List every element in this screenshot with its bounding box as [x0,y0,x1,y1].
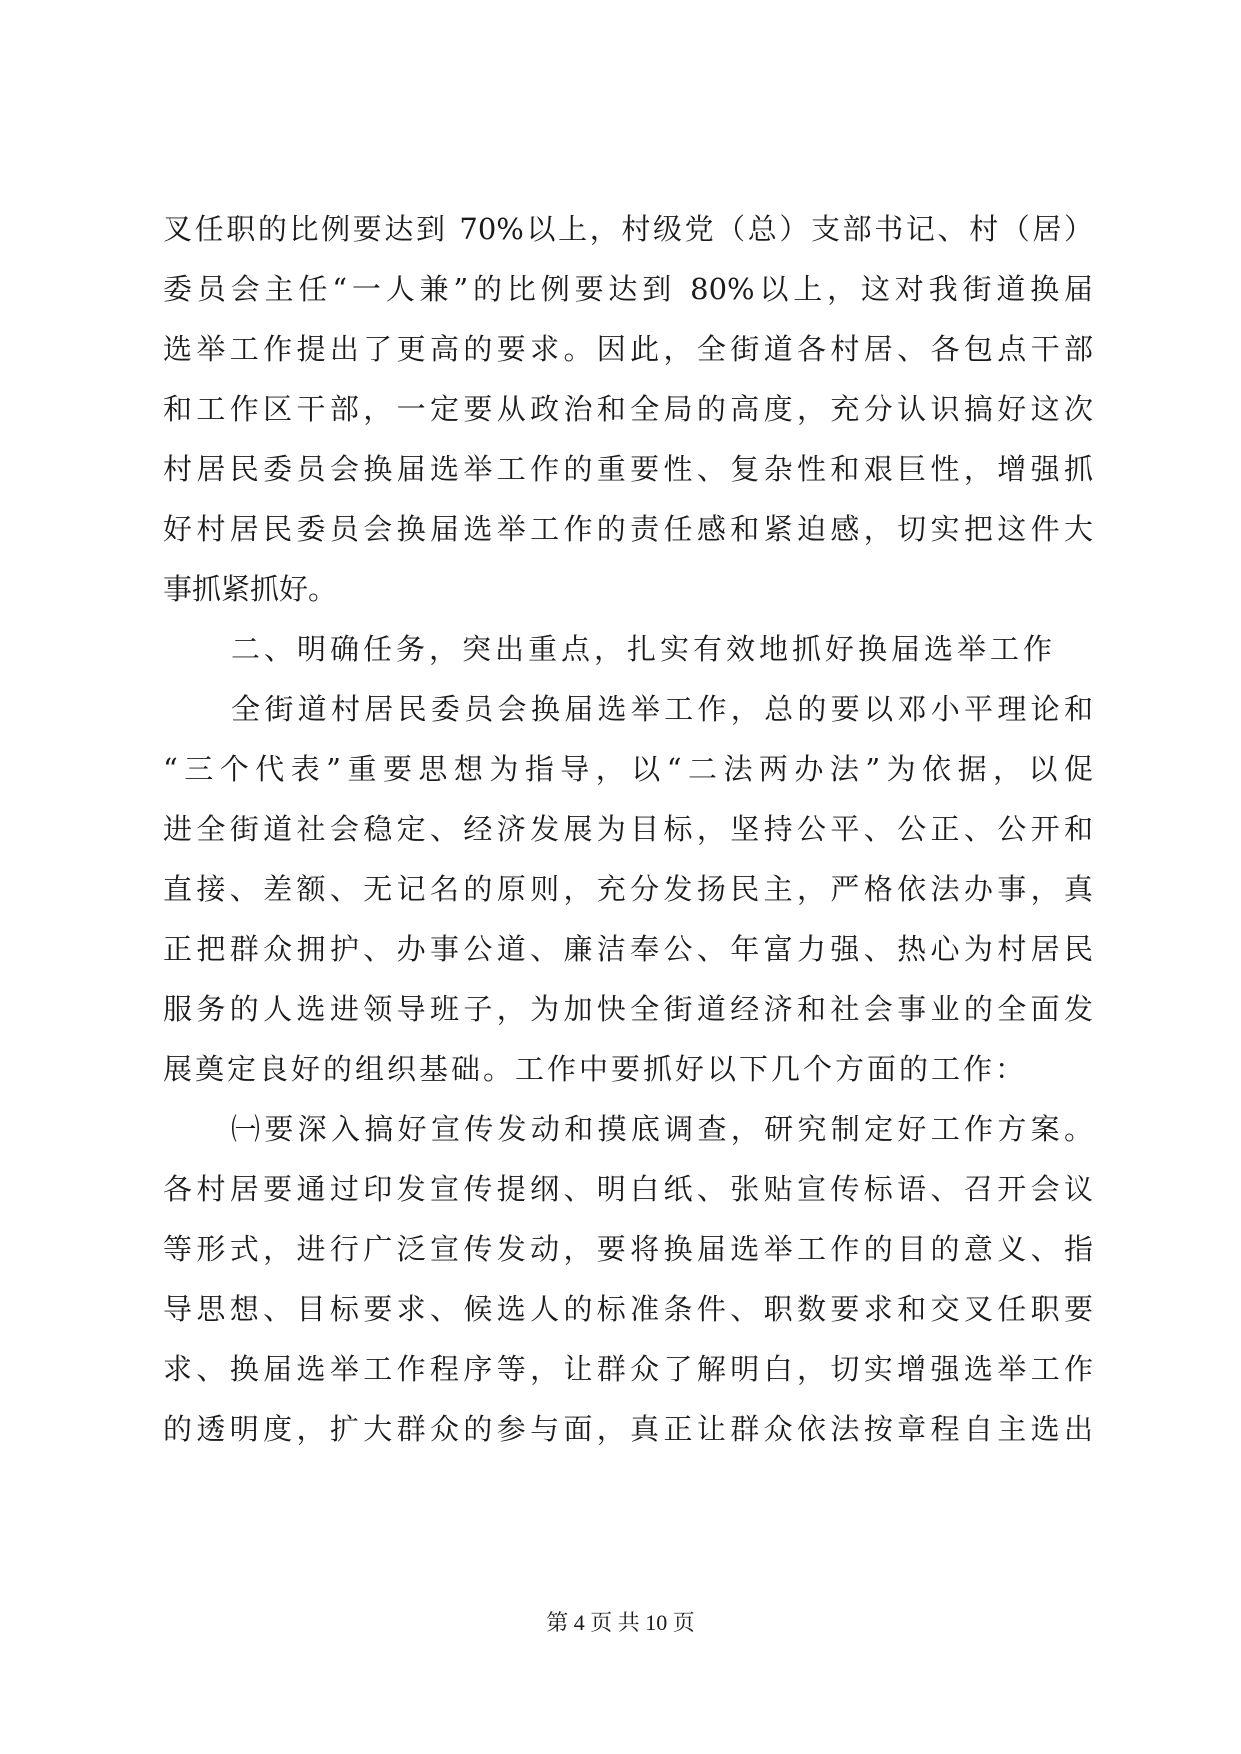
text-line: 和工作区干部，一定要从政治和全局的高度，充分认识搞好这次 [163,392,1093,426]
text-line: 委员会主任“一人兼”的比例要达到 80%以上，这对我街道换届 [163,272,1093,306]
text-line: 各村居要通过印发宣传提纲、明白纸、张贴宣传标语、召开会议 [163,1172,1093,1206]
text-line: 进全街道社会稳定、经济发展为目标，坚持公平、公正、公开和 [163,812,1093,846]
subsection-heading: ㈠要深入搞好宣传发动和摸底调查，研究制定好工作方案。 [231,1112,1093,1146]
text-line: 选举工作提出了更高的要求。因此，全街道各村居、各包点干部 [163,332,1093,366]
text-line: 展奠定良好的组织基础。工作中要抓好以下几个方面的工作： [163,1052,1028,1086]
text-line: “三个代表”重要思想为指导，以“二法两办法”为依据，以促 [163,752,1093,786]
text-line: 等形式，进行广泛宣传发动，要将换届选举工作的目的意义、指 [163,1232,1093,1266]
page-number-footer: 第 4 页 共 10 页 [546,1610,695,1635]
text-line: 好村居民委员会换届选举工作的责任感和紧迫感，切实把这件大 [163,512,1093,546]
text-line: 叉任职的比例要达到 70%以上，村级党（总）支部书记、村（居） [163,212,1093,246]
text-line: 直接、差额、无记名的原则，充分发扬民主，严格依法办事，真 [163,872,1093,906]
text-line: 事抓紧抓好。 [163,572,338,606]
text-line: 导思想、目标要求、候选人的标准条件、职数要求和交叉任职要 [163,1292,1093,1326]
text-line: 的透明度，扩大群众的参与面，真正让群众依法按章程自主选出 [163,1412,1093,1446]
section-heading: 二、明确任务，突出重点，扎实有效地抓好换届选举工作 [231,632,1057,666]
text-line: 正把群众拥护、办事公道、廉洁奉公、年富力强、热心为村居民 [163,932,1093,966]
text-line: 求、换届选举工作程序等，让群众了解明白，切实增强选举工作 [163,1352,1093,1386]
text-line: 服务的人选进领导班子，为加快全街道经济和社会事业的全面发 [163,992,1093,1026]
text-line: 全街道村居民委员会换届选举工作，总的要以邓小平理论和 [231,692,1093,726]
text-line: 村居民委员会换届选举工作的重要性、复杂性和艰巨性，增强抓 [163,452,1093,486]
